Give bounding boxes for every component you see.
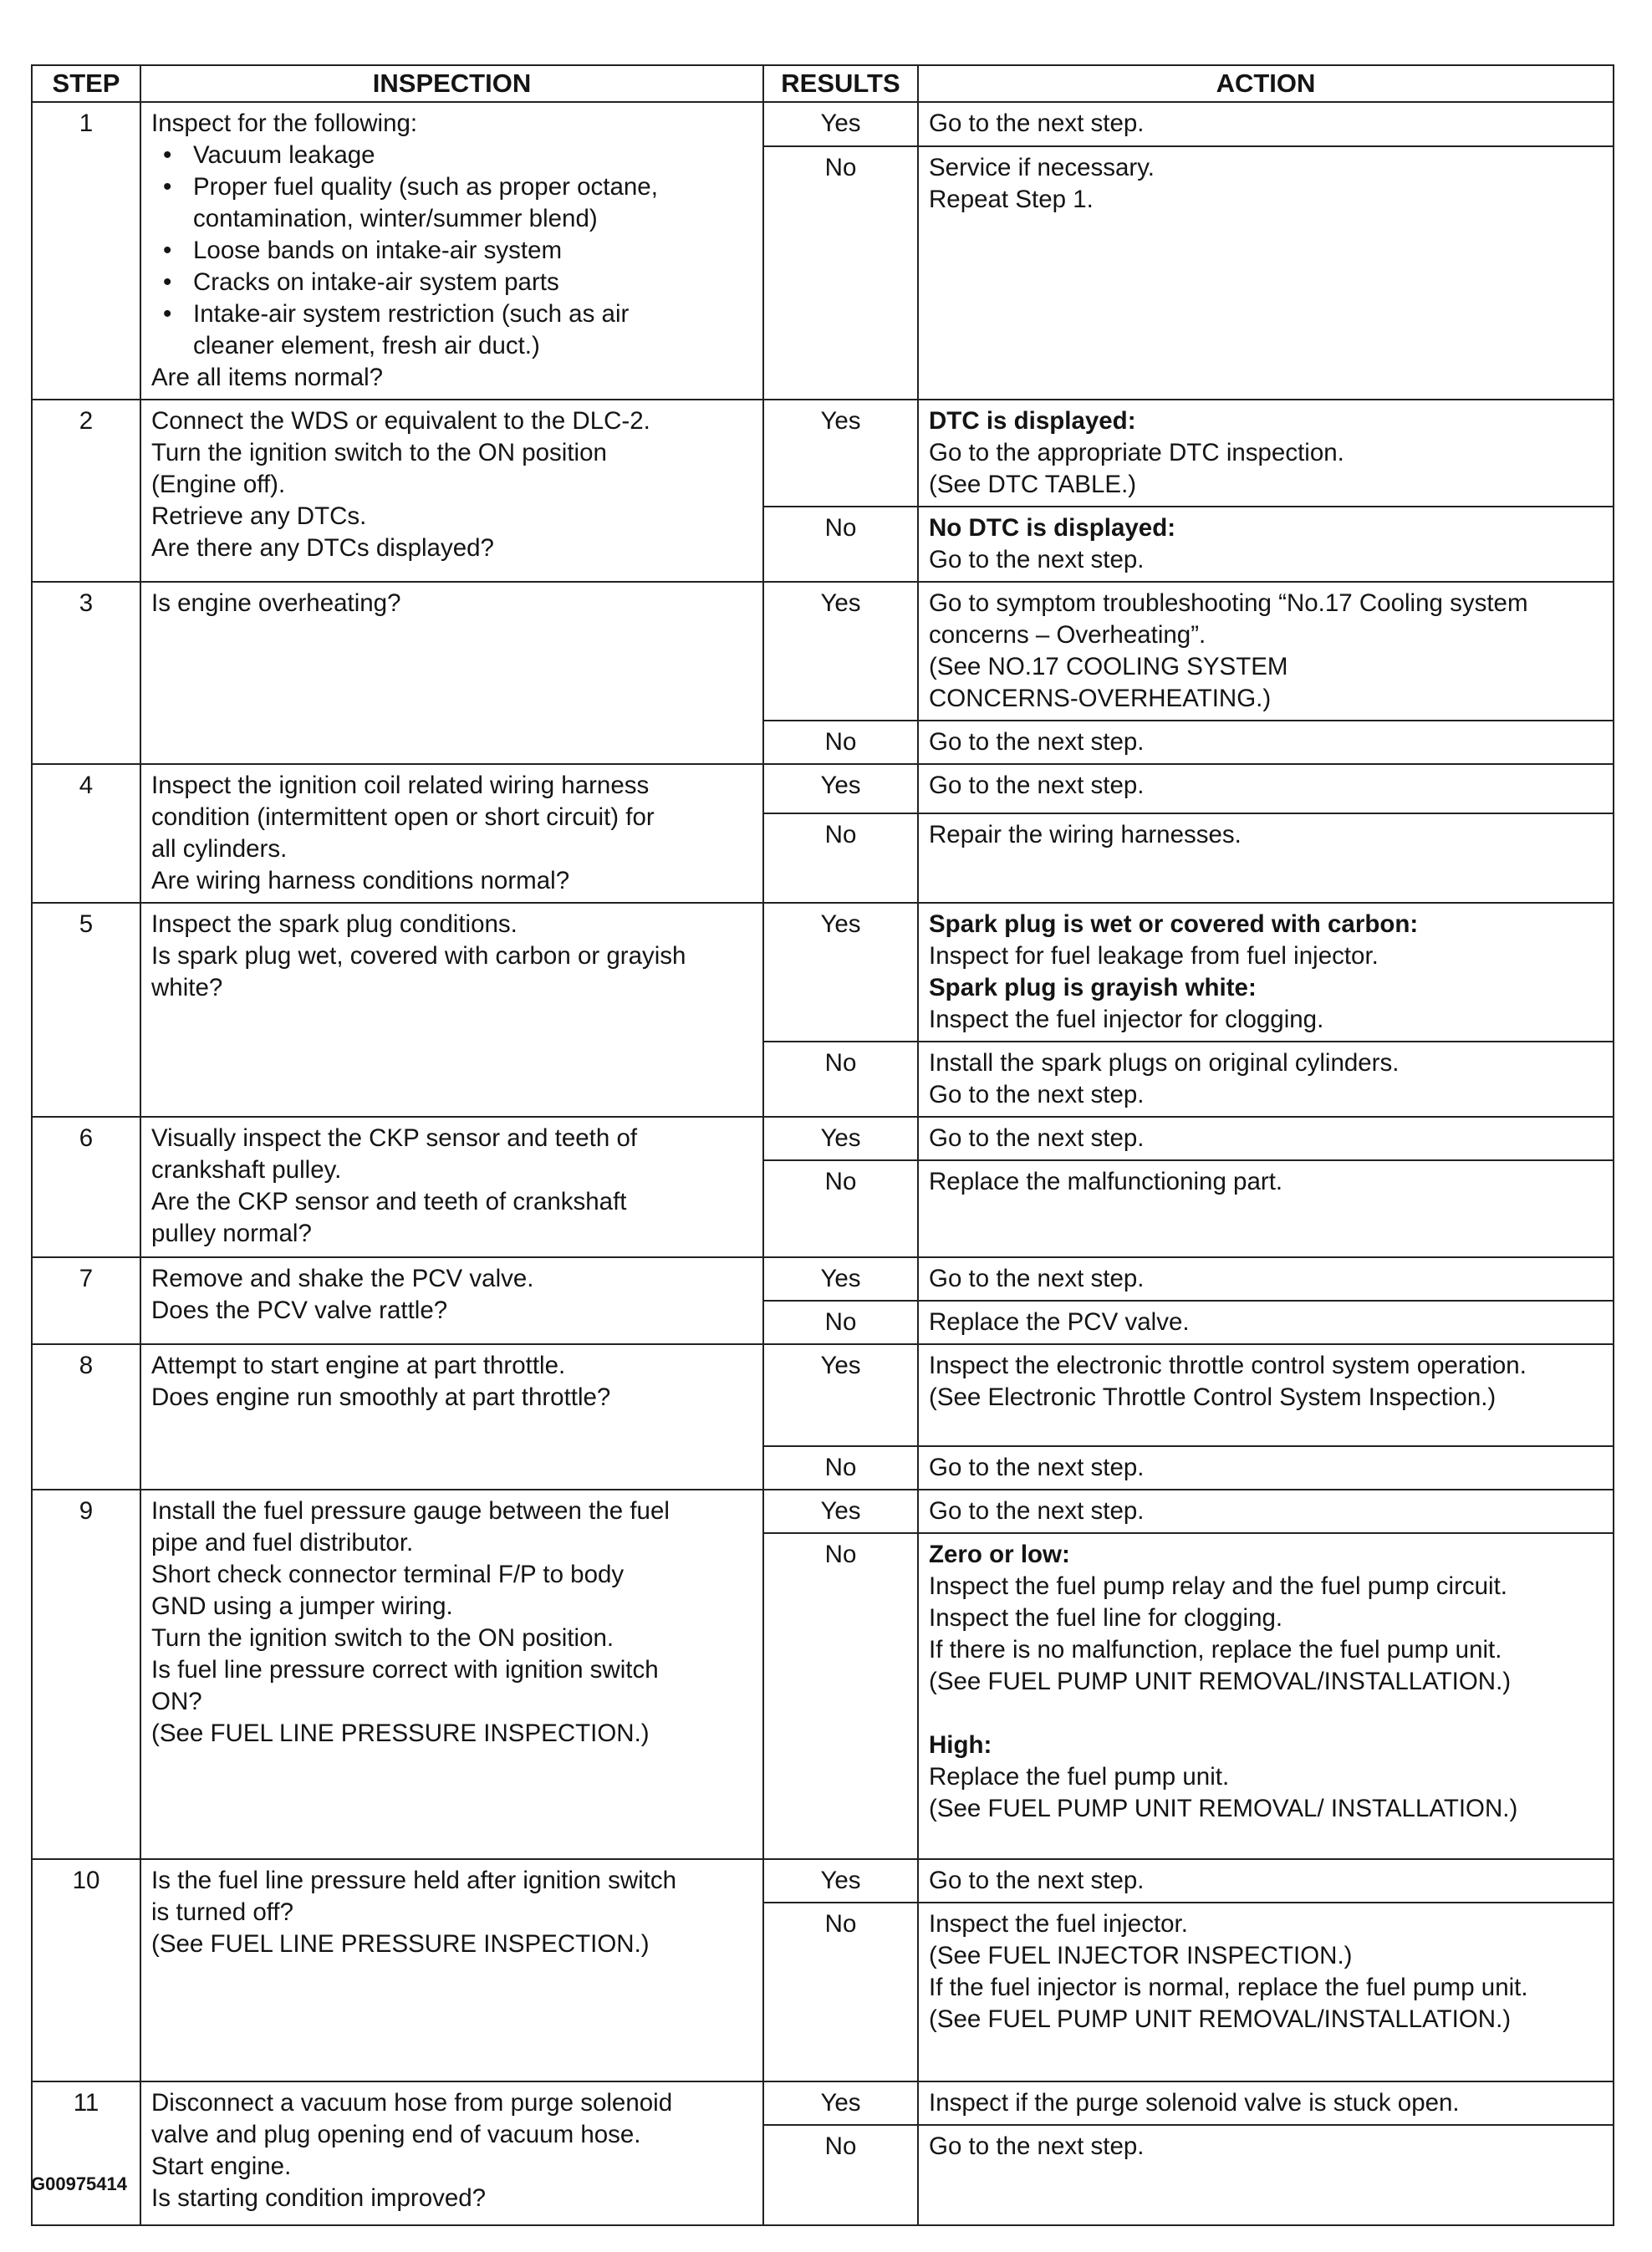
inspection-cell (140, 1117, 763, 1257)
inspection-line: Inspect the spark plug conditions. (151, 910, 518, 938)
header-inspection: INSPECTION (140, 65, 763, 102)
inspection-line: Connect the WDS or equivalent to the DLC-2. (151, 407, 650, 435)
inspection-line: Turn the ignition switch to the ON position. (151, 1624, 614, 1652)
inspection-line: Turn the ignition switch to the ON position (151, 439, 607, 466)
result-label: No (763, 1903, 918, 2081)
inspection-bullet-line: contamination, winter/summer blend) (193, 205, 598, 232)
table-row (32, 102, 1614, 146)
action-line: Go to the next step. (929, 1454, 1145, 1481)
action-line: Go to the next step. (929, 1265, 1145, 1292)
inspection-line: all cylinders. (151, 835, 288, 863)
inspection-cell (140, 1344, 763, 1490)
inspection-line: Is starting condition improved? (151, 2184, 487, 2212)
action-line: (See FUEL PUMP UNIT REMOVAL/ INSTALLATION.) (929, 1795, 1518, 1822)
step-number: 1 (32, 102, 140, 400)
inspection-line: (See FUEL LINE PRESSURE INSPECTION.) (151, 1930, 650, 1958)
inspection-bullet-line: cleaner element, fresh air duct.) (193, 332, 540, 359)
inspection-line: Does engine run smoothly at part throttle? (151, 1383, 611, 1411)
action-cell (918, 102, 1614, 146)
result-label: Yes (763, 1257, 918, 1301)
action-line: (See NO.17 COOLING SYSTEM (929, 653, 1288, 680)
result-label: No (763, 507, 918, 582)
action-line: Go to the next step. (929, 728, 1145, 756)
step-number: 5 (32, 903, 140, 1117)
step-number: 2 (32, 400, 140, 582)
result-label: No (763, 2125, 918, 2225)
action-line: CONCERNS-OVERHEATING.) (929, 685, 1272, 712)
inspection-line: pulley normal? (151, 1220, 312, 1247)
action-cell (918, 400, 1614, 507)
inspection-line: Are wiring harness conditions normal? (151, 867, 570, 894)
inspection-line: Disconnect a vacuum hose from purge solenoid (151, 2089, 673, 2117)
action-cell (918, 2081, 1614, 2125)
inspection-cell (140, 1257, 763, 1344)
result-label: Yes (763, 903, 918, 1042)
action-line: Go to the next step. (929, 772, 1145, 799)
inspection-line: Are there any DTCs displayed? (151, 534, 494, 562)
action-line: Go to the next step. (929, 1497, 1145, 1525)
action-line: Inspect the fuel injector for clogging. (929, 1006, 1324, 1033)
action-line: (See FUEL PUMP UNIT REMOVAL/INSTALLATION.) (929, 2005, 1512, 2033)
header-action: ACTION (918, 65, 1614, 102)
action-cell (918, 2125, 1614, 2225)
action-cell (918, 1042, 1614, 1117)
result-label: No (763, 1042, 918, 1117)
result-label: Yes (763, 1117, 918, 1160)
action-cell (918, 1533, 1614, 1859)
action-line: Go to symptom troubleshooting “No.17 Cooling system (929, 589, 1528, 617)
action-line: (See DTC TABLE.) (929, 471, 1137, 498)
action-cell (918, 1257, 1614, 1301)
table-row (32, 1859, 1614, 1903)
table-row (32, 400, 1614, 507)
inspection-bullet-line: • Vacuum leakage (151, 140, 754, 171)
inspection-line: (Engine off). (151, 471, 286, 498)
inspection-line: Short check connector terminal F/P to body (151, 1561, 625, 1588)
inspection-line: condition (intermittent open or short circuit) for (151, 803, 655, 831)
result-label: No (763, 813, 918, 903)
action-cell (918, 903, 1614, 1042)
inspection-line: Visually inspect the CKP sensor and teeth of (151, 1124, 638, 1152)
inspection-line: valve and plug opening end of vacuum hose. (151, 2121, 641, 2148)
inspection-bullet-line: • Loose bands on intake-air system (151, 235, 754, 267)
table-body (32, 102, 1614, 2225)
inspection-cell (140, 102, 763, 400)
figure-code: G00975414 (31, 2173, 127, 2194)
table-row (32, 1117, 1614, 1160)
action-cell (918, 507, 1614, 582)
action-heading: No DTC is displayed: (929, 514, 1176, 542)
inspection-line: Are the CKP sensor and teeth of crankshaft (151, 1188, 627, 1215)
step-number: 6 (32, 1117, 140, 1257)
result-label: No (763, 146, 918, 400)
result-label: No (763, 1160, 918, 1257)
table-row (32, 1344, 1614, 1446)
inspection-cell (140, 2081, 763, 2225)
table-row (32, 582, 1614, 721)
result-label: Yes (763, 1344, 918, 1446)
inspection-line: pipe and fuel distributor. (151, 1529, 414, 1557)
action-line: Install the spark plugs on original cylinders. (929, 1049, 1400, 1077)
inspection-bullet-line: • Proper fuel quality (such as proper octane, (151, 171, 754, 203)
inspection-cell (140, 1490, 763, 1859)
action-line: Go to the next step. (929, 110, 1145, 137)
inspection-cell (140, 903, 763, 1117)
inspection-line: Is spark plug wet, covered with carbon or grayish (151, 942, 686, 970)
inspection-line: Attempt to start engine at part throttle. (151, 1352, 566, 1379)
action-cell (918, 1344, 1614, 1446)
action-cell (918, 1859, 1614, 1903)
step-number: 7 (32, 1257, 140, 1344)
action-line: Replace the PCV valve. (929, 1308, 1190, 1336)
action-line (929, 1698, 1604, 1730)
action-cell (918, 1160, 1614, 1257)
action-line: Go to the next step. (929, 1081, 1145, 1108)
action-line: Inspect for fuel leakage from fuel injector. (929, 942, 1379, 970)
table-row (32, 1257, 1614, 1301)
action-line: (See FUEL INJECTOR INSPECTION.) (929, 1942, 1353, 1969)
action-cell (918, 764, 1614, 813)
step-number: 4 (32, 764, 140, 903)
inspection-line: Retrieve any DTCs. (151, 502, 367, 530)
action-heading: Spark plug is grayish white: (929, 974, 1257, 1001)
table-row (32, 903, 1614, 1042)
inspection-line: (See FUEL LINE PRESSURE INSPECTION.) (151, 1720, 650, 1747)
inspection-bullet-line: • Cracks on intake-air system parts (151, 267, 754, 298)
result-label: Yes (763, 400, 918, 507)
action-heading: Spark plug is wet or covered with carbon: (929, 910, 1419, 938)
result-label: No (763, 721, 918, 764)
action-line: concerns – Overheating”. (929, 621, 1206, 649)
result-label: No (763, 1446, 918, 1490)
action-line: Inspect the fuel injector. (929, 1910, 1188, 1938)
action-cell (918, 1490, 1614, 1533)
inspection-line: Inspect for the following: (151, 110, 418, 137)
action-cell (918, 1446, 1614, 1490)
step-number: 3 (32, 582, 140, 764)
action-line: Go to the next step. (929, 546, 1145, 573)
inspection-line: Are all items normal? (151, 364, 384, 391)
action-cell (918, 721, 1614, 764)
table-row (32, 1490, 1614, 1533)
action-line: Inspect the fuel pump relay and the fuel pump circuit. (929, 1572, 1507, 1600)
result-label: Yes (763, 764, 918, 813)
action-cell (918, 813, 1614, 903)
step-number: 8 (32, 1344, 140, 1490)
diagnostic-table (31, 64, 1614, 2226)
step-number: 9 (32, 1490, 140, 1859)
action-cell (918, 1903, 1614, 2081)
inspection-line: ON? (151, 1688, 202, 1715)
inspection-line: Is fuel line pressure correct with ignition switch (151, 1656, 659, 1684)
action-line: (See Electronic Throttle Control System Inspection.) (929, 1383, 1496, 1411)
action-line: Repeat Step 1. (929, 185, 1094, 213)
action-line: Go to the next step. (929, 1124, 1145, 1152)
action-line: Inspect if the purge solenoid valve is stuck open. (929, 2089, 1460, 2117)
action-heading: High: (929, 1731, 992, 1759)
action-heading: DTC is displayed: (929, 407, 1136, 435)
action-cell (918, 1301, 1614, 1344)
action-line: Replace the malfunctioning part. (929, 1168, 1283, 1195)
result-label: Yes (763, 102, 918, 146)
inspection-line: Inspect the ignition coil related wiring harness (151, 772, 650, 799)
inspection-cell (140, 400, 763, 582)
inspection-line: Is the fuel line pressure held after ignition switch (151, 1867, 677, 1894)
inspection-cell (140, 764, 763, 903)
action-line: (See FUEL PUMP UNIT REMOVAL/INSTALLATION.) (929, 1668, 1512, 1695)
result-label: Yes (763, 2081, 918, 2125)
table-row (32, 2081, 1614, 2125)
action-line: Repair the wiring harnesses. (929, 821, 1242, 849)
result-label: Yes (763, 1490, 918, 1533)
inspection-line: is turned off? (151, 1898, 294, 1926)
inspection-line: GND using a jumper wiring. (151, 1592, 453, 1620)
action-line: If the fuel injector is normal, replace the fuel pump unit. (929, 1974, 1528, 2001)
action-line: Service if necessary. (929, 153, 1155, 181)
header-step: STEP (32, 65, 140, 102)
inspection-cell (140, 1859, 763, 2081)
action-line: Go to the appropriate DTC inspection. (929, 439, 1344, 466)
inspection-line: Install the fuel pressure gauge between the fuel (151, 1497, 670, 1525)
action-line: Go to the next step. (929, 1867, 1145, 1894)
header-results: RESULTS (763, 65, 918, 102)
step-number: 10 (32, 1859, 140, 2081)
step-number: 11 (32, 2081, 140, 2225)
inspection-line: Start engine. (151, 2153, 292, 2180)
action-line: Replace the fuel pump unit. (929, 1763, 1230, 1791)
inspection-line: Does the PCV valve rattle? (151, 1297, 448, 1324)
result-label: No (763, 1533, 918, 1859)
action-heading: Zero or low: (929, 1541, 1070, 1568)
header-row (32, 65, 1614, 102)
action-cell (918, 1117, 1614, 1160)
action-cell (918, 146, 1614, 400)
action-line: Go to the next step. (929, 2132, 1145, 2160)
inspection-line: Is engine overheating? (151, 589, 401, 617)
inspection-line: crankshaft pulley. (151, 1156, 342, 1184)
action-line: Inspect the electronic throttle control system operation. (929, 1352, 1527, 1379)
result-label: No (763, 1301, 918, 1344)
inspection-line: Remove and shake the PCV valve. (151, 1265, 534, 1292)
inspection-line: white? (151, 974, 223, 1001)
inspection-cell (140, 582, 763, 764)
table-row (32, 764, 1614, 813)
result-label: Yes (763, 582, 918, 721)
action-line: Inspect the fuel line for clogging. (929, 1604, 1283, 1632)
action-cell (918, 582, 1614, 721)
action-line: If there is no malfunction, replace the fuel pump unit. (929, 1636, 1502, 1664)
result-label: Yes (763, 1859, 918, 1903)
inspection-bullet-line: • Intake-air system restriction (such as air (151, 298, 754, 330)
